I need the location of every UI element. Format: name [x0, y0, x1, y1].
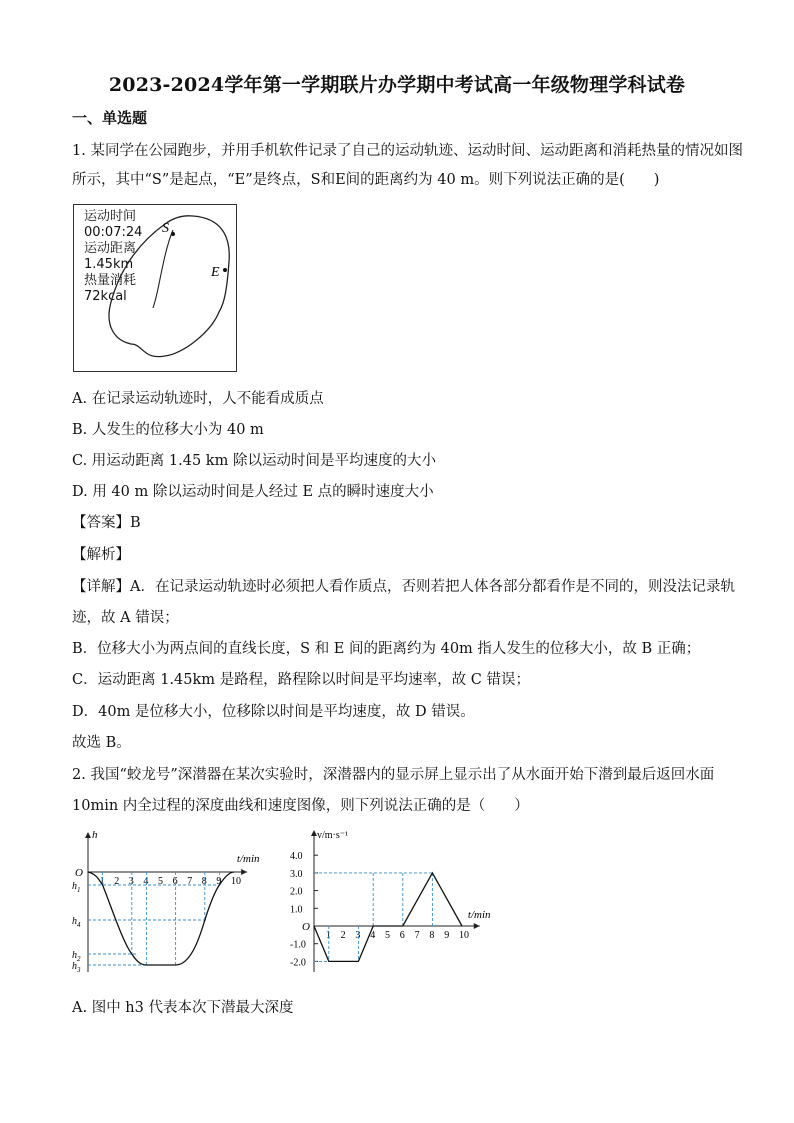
q1-option-c: C. 用运动距离 1.45 km 除以运动时间是平均速度的大小 [72, 453, 436, 469]
depth-origin: O [75, 867, 83, 879]
q1-analysis-label: 【解析】 [72, 547, 130, 563]
calorie-value: 72kcal [84, 289, 127, 304]
q1-detail-d: D．40m 是位移大小，位移除以时间是平均速度，故 D 错误。 [72, 704, 475, 720]
depth-y-tick-h2: $h_2$ [72, 950, 81, 963]
depth-x-tick: 5 [158, 876, 163, 887]
start-point [171, 232, 175, 236]
vel-x-tick: 4 [370, 930, 376, 941]
vel-x-label: t/min [467, 909, 491, 921]
calorie-label: 热量消耗 [84, 273, 137, 288]
end-point [223, 268, 227, 272]
track-outer-path [109, 215, 229, 356]
q1-figure-app-screen [73, 204, 237, 372]
q1-option-d: D. 用 40 m 除以运动时间是人经过 E 点的瞬时速度大小 [72, 484, 434, 500]
vel-x-tick: 1 [325, 930, 331, 941]
vel-y-tick: 1.0 [290, 904, 303, 916]
depth-x-tick: 7 [187, 876, 193, 887]
q1-option-b: B. 人发生的位移大小为 40 m [72, 422, 264, 438]
vel-x-tick: 6 [399, 930, 405, 941]
q1-conclusion: 故选 B。 [72, 735, 131, 751]
depth-x-tick: 2 [114, 876, 120, 887]
vel-x-tick: 2 [340, 930, 346, 941]
depth-y-tick-h3: $h_3$ [72, 961, 81, 974]
q1-detail-line1: 【详解】A．在记录运动轨迹时必须把人看作质点，否则若把人体各部分都看作是不同的，则没法记录轨 [72, 579, 735, 595]
start-label: S [161, 220, 169, 236]
q1-detail-c: C．运动距离 1.45km 是路程，路程除以时间是平均速率，故 C 错误； [72, 672, 530, 688]
depth-x-arrow [241, 869, 247, 875]
end-label: E [210, 264, 220, 280]
depth-x-tick: 4 [143, 876, 149, 887]
depth-y-arrow [85, 832, 91, 838]
depth-chart [66, 826, 276, 976]
q1-stem-line1: 1. 某同学在公园跑步，并用手机软件记录了自己的运动轨迹、运动时间、运动距离和消耗热量的情况如图 [72, 143, 743, 159]
q2-stem-line1: 2. 我国“蛟龙号”深潜器在某次实验时，深潜器内的显示屏上显示出了从水面开始下潜到最后返回水面 [72, 767, 715, 783]
vel-origin: O [302, 921, 310, 933]
track-inner-path [153, 230, 173, 308]
time-label: 运动时间 [84, 209, 137, 224]
time-value: 00:07:24 [84, 225, 143, 240]
vel-x-tick: 3 [355, 930, 361, 941]
depth-x-tick: 6 [172, 876, 178, 887]
vel-y-label: v/m·s⁻¹ [317, 830, 349, 841]
depth-y-label: h [92, 829, 98, 841]
vel-y-tick: -1.0 [290, 939, 306, 951]
q1-stem-line2: 所示，其中“S”是起点，“E”是终点，S和E间的距离约为 40 m。则下列说法正确的是( ) [72, 172, 660, 188]
depth-x-tick: 1 [99, 876, 105, 887]
depth-x-tick: 3 [128, 876, 134, 887]
vel-x-arrow [474, 923, 480, 929]
vel-x-tick: 9 [444, 930, 450, 941]
depth-y-tick-h1: $h_1$ [72, 881, 81, 894]
depth-x-tick: 8 [201, 876, 207, 887]
distance-value: 1.45km [84, 257, 134, 272]
depth-x-label: t/min [236, 853, 260, 865]
q1-detail-b: B．位移大小为两点间的直线长度，S 和 E 间的距离约为 40m 指人发生的位移大小，故 B 正确； [72, 641, 701, 657]
vel-x-tick: 10 [459, 930, 469, 941]
running-track-svg [73, 204, 237, 372]
velocity-chart [290, 826, 500, 976]
depth-y-tick-h4: $h_4$ [72, 916, 81, 929]
q1-detail-line2: 迹，故 A 错误； [72, 610, 179, 626]
distance-label: 运动距离 [84, 241, 137, 256]
q2-option-a: A. 图中 h3 代表本次下潜最大深度 [72, 1000, 294, 1016]
q2-stem-line2: 10min 内全过程的深度曲线和速度图像，则下列说法正确的是（ ） [72, 798, 529, 814]
section-heading: 一、单选题 [72, 109, 148, 127]
vel-y-tick: -2.0 [290, 957, 306, 969]
vel-series-line [314, 873, 462, 962]
q1-option-a: A. 在记录运动轨迹时，人不能看成质点 [72, 391, 324, 407]
vel-x-tick: 8 [429, 930, 435, 941]
vel-y-tick: 3.0 [290, 868, 303, 880]
q1-answer: 【答案】B [72, 515, 141, 531]
depth-x-tick: 10 [231, 876, 241, 887]
page-title: 2023-2024学年第一学期联片办学期中考试高一年级物理学科试卷 [108, 74, 686, 96]
vel-x-tick: 7 [414, 930, 420, 941]
vel-x-tick: 5 [385, 930, 390, 941]
vel-y-tick: 2.0 [290, 886, 303, 898]
depth-x-tick: 9 [216, 876, 222, 887]
vel-y-tick: 4.0 [290, 851, 303, 863]
